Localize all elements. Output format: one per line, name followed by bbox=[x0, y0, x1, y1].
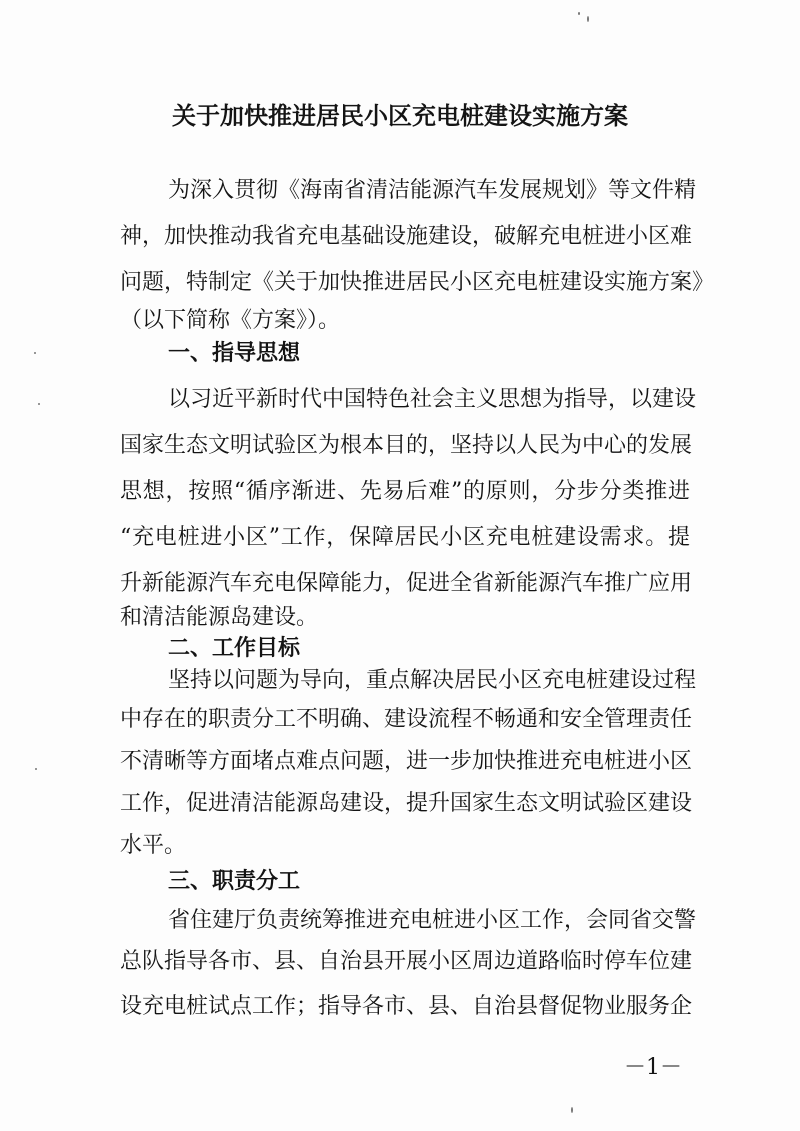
section-line: 以习近平新时代中国特色社会主义思想为指导，以建设 bbox=[168, 387, 697, 412]
scan-speck bbox=[571, 1107, 573, 1113]
section-heading: 三、职责分工 bbox=[168, 869, 301, 894]
intro-line: （以下简称《方案》）。 bbox=[120, 308, 341, 333]
section-heading: 二、工作目标 bbox=[168, 636, 301, 661]
section-line: “充电桩进小区”工作，保障居民小区充电桩建设需求。提 bbox=[120, 525, 690, 550]
section-heading: 一、指导思想 bbox=[168, 341, 301, 366]
section-line: 水平。 bbox=[120, 833, 187, 858]
scan-speck bbox=[35, 768, 37, 770]
document-title: 关于加快推进居民小区充电桩建设实施方案 bbox=[172, 101, 628, 130]
scan-speck bbox=[587, 16, 589, 22]
section-line: 省住建厅负责统筹推进充电桩进小区工作，会同省交警 bbox=[168, 908, 697, 933]
section-line: 思想，按照“循序渐进、先易后难”的原则，分步分类推进 bbox=[120, 479, 690, 504]
section-line: 不清晰等方面堵点难点问题，进一步加快推进充电桩进小区 bbox=[120, 749, 693, 774]
intro-line: 神，加快推动我省充电基础设施建设，破解充电桩进小区难 bbox=[120, 224, 693, 249]
scan-speck bbox=[34, 352, 36, 354]
section-line: 坚持以问题为导向，重点解决居民小区充电桩建设过程 bbox=[168, 668, 697, 693]
scan-speck bbox=[38, 403, 40, 405]
section-line: 工作，促进清洁能源岛建设，提升国家生态文明试验区建设 bbox=[120, 791, 693, 816]
intro-line: 为深入贯彻《海南省清洁能源汽车发展规划》等文件精 bbox=[168, 178, 697, 203]
section-line: 升新能源汽车充电保障能力，促进全省新能源汽车推广应用 bbox=[120, 571, 693, 596]
section-line: 和清洁能源岛建设。 bbox=[120, 605, 319, 630]
intro-line: 问题，特制定《关于加快推进居民小区充电桩建设实施方案》 bbox=[120, 270, 715, 295]
page-number: －1－ bbox=[624, 1055, 682, 1080]
section-line: 中存在的职责分工不明确、建设流程不畅通和安全管理责任 bbox=[120, 707, 693, 732]
scan-speck bbox=[578, 12, 580, 15]
section-line: 总队指导各市、县、自治县开展小区周边道路临时停车位建 bbox=[120, 949, 693, 974]
section-line: 设充电桩试点工作；指导各市、县、自治县督促物业服务企 bbox=[120, 994, 693, 1019]
section-line: 国家生态文明试验区为根本目的，坚持以人民为中心的发展 bbox=[120, 433, 693, 458]
